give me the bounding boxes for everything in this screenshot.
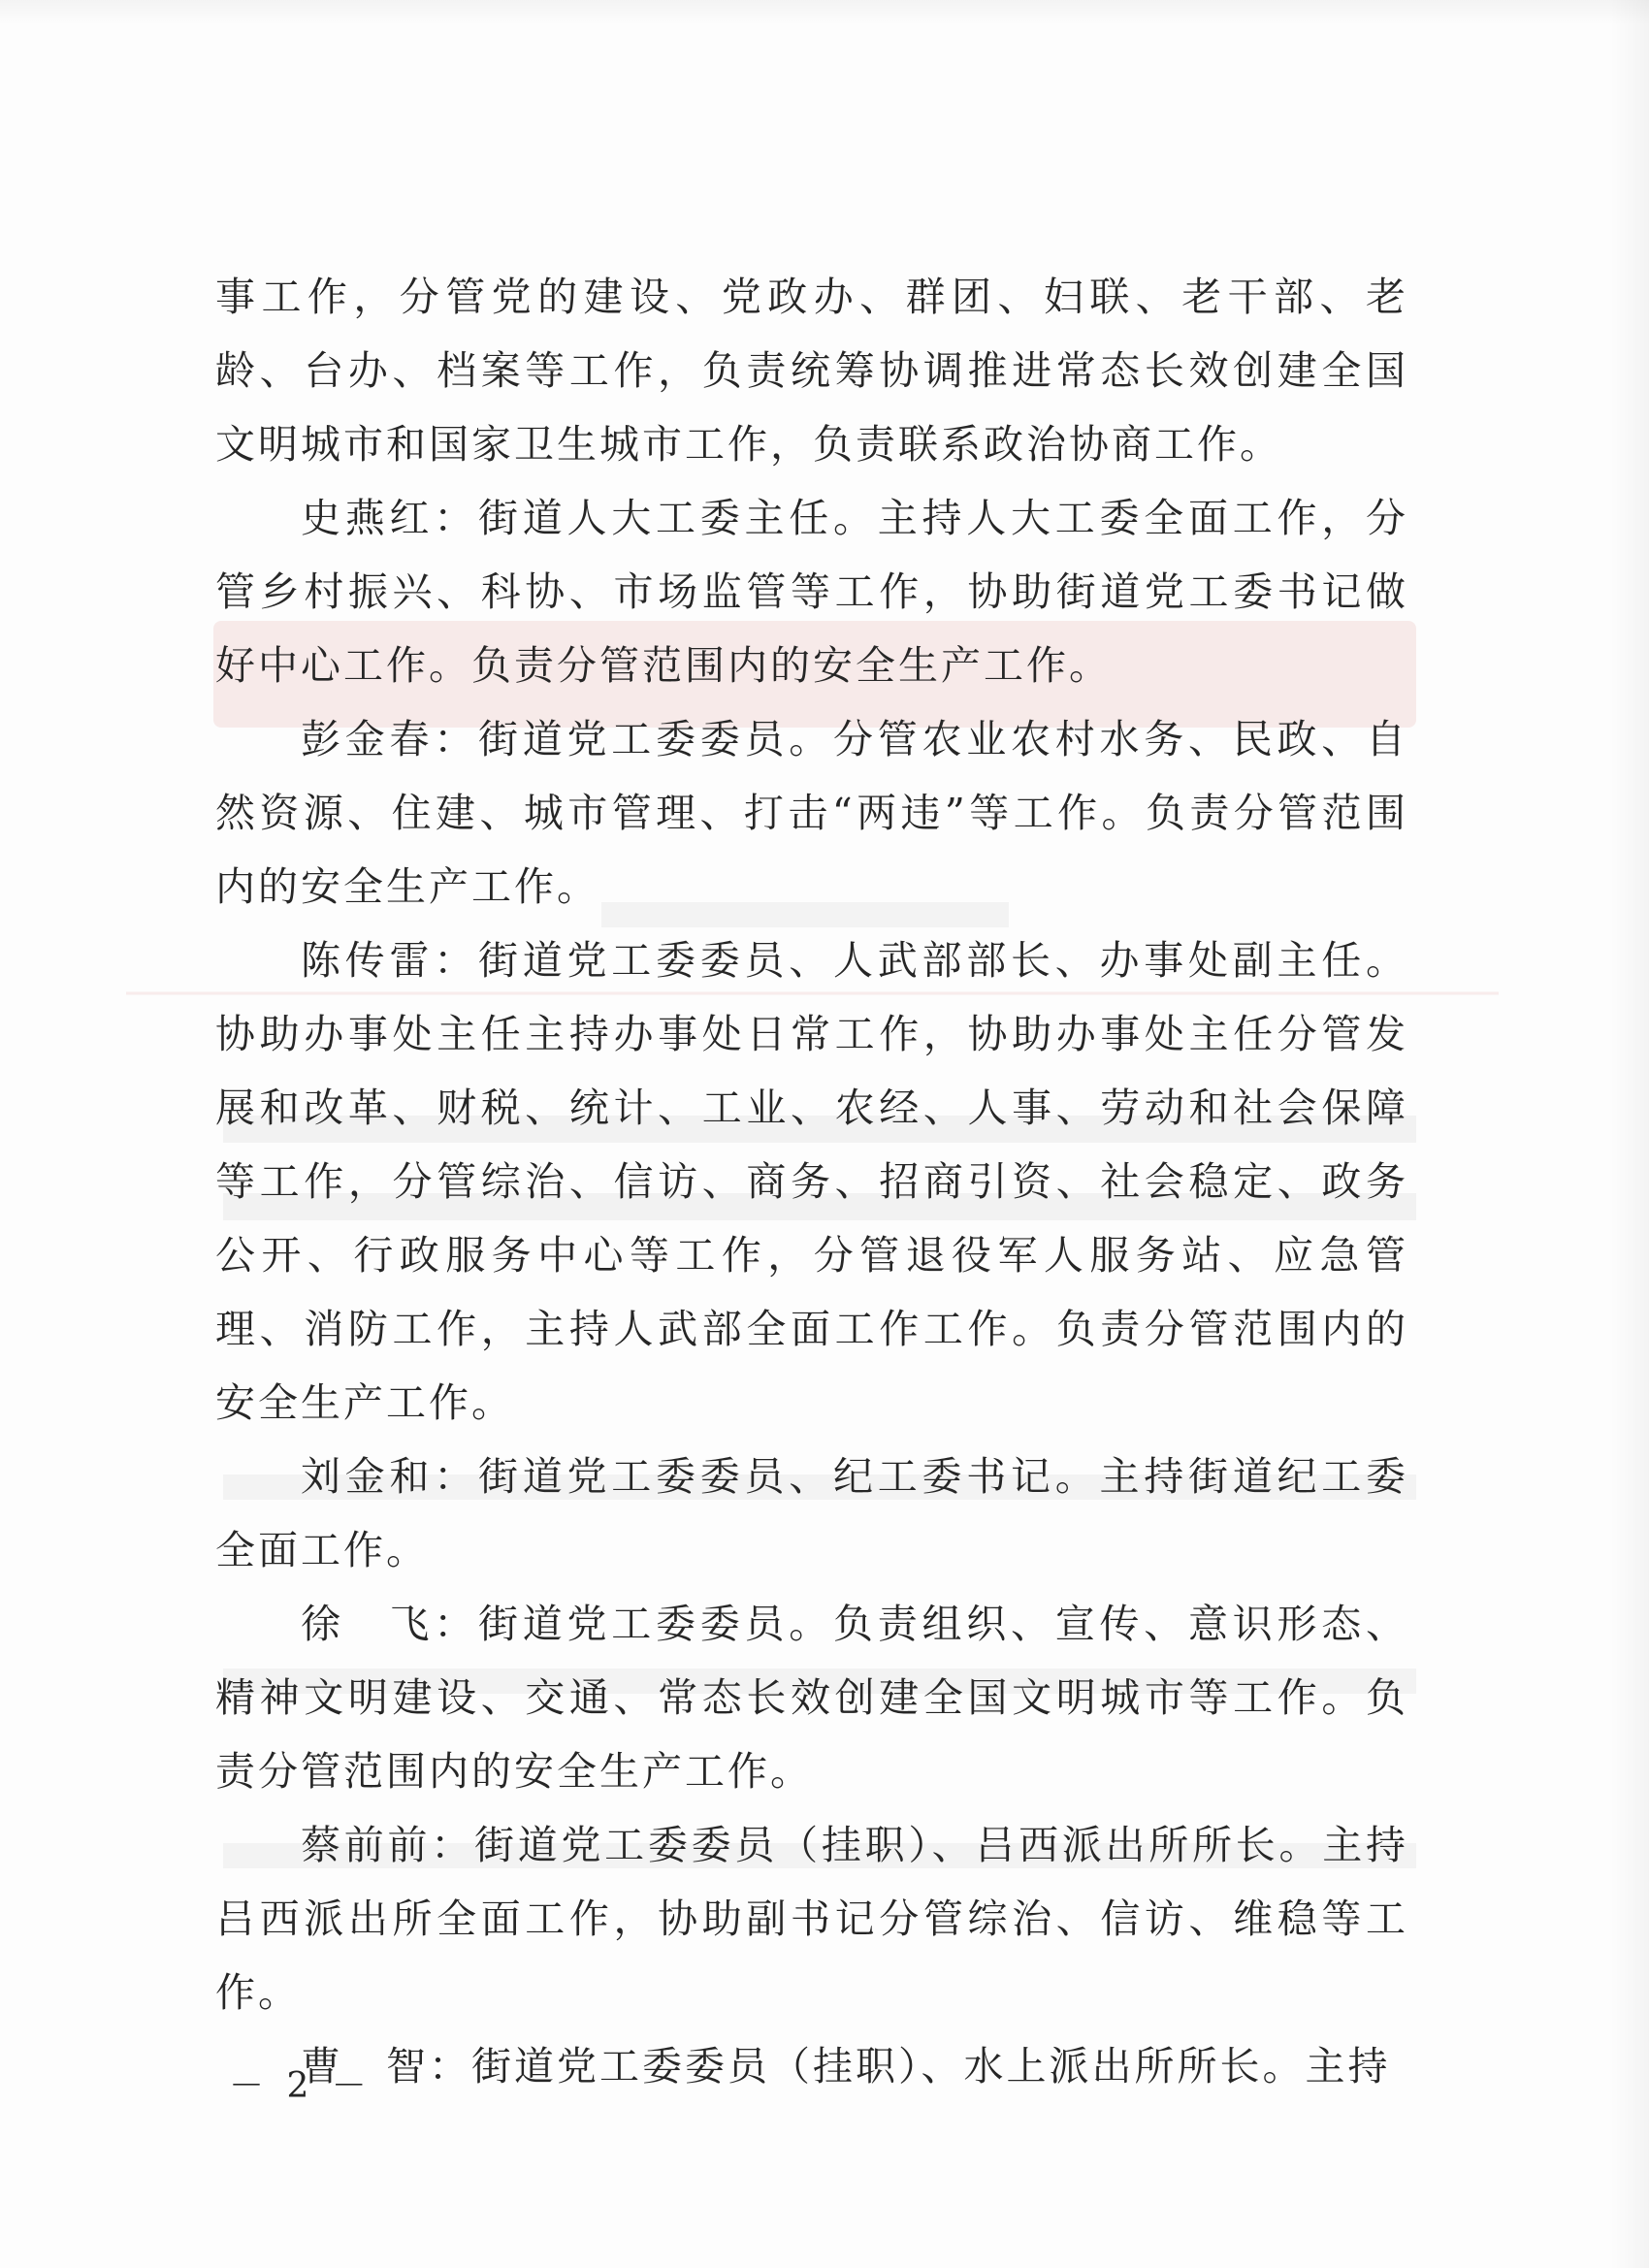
paragraph-liu-jinhe: 刘金和：街道党工委委员、纪工委书记。主持街道纪工委全面工作。 bbox=[215, 1453, 1408, 1573]
paragraph-peng-jinchun: 彭金春：街道党工委委员。分管农业农村水务、民政、自然资源、住建、城市管理、打击“两违”等工作。负责分管范围内的安全生产工作。 bbox=[215, 716, 1408, 910]
paragraph-shi-yanhong: 史燕红：街道人大工委主任。主持人大工委全面工作，分管乡村振兴、科协、市场监管等工作，协助街道党工委书记做好中心工作。负责分管范围内的安全生产工作。 bbox=[215, 495, 1408, 689]
scan-edge-top bbox=[0, 0, 1649, 25]
paragraph-cao-zhi: 曹 智：街道党工委委员（挂职）、水上派出所所长。主持 bbox=[301, 2043, 1391, 2090]
body-text bbox=[215, 260, 1408, 2103]
paragraph-continuation: 事工作，分管党的建设、党政办、群团、妇联、老干部、老龄、台办、档案等工作，负责统筹协调推进常态长效创建全国文明城市和国家卫生城市工作，负责联系政治协商工作。 bbox=[215, 274, 1408, 468]
page-number: － 2 － bbox=[229, 2066, 372, 2106]
scan-edge-right bbox=[1610, 0, 1649, 2268]
paragraph-cai-qianqian: 蔡前前：街道党工委委员（挂职）、吕西派出所所长。主持吕西派出所全面工作，协助副书记分管综治、信访、维稳等工作。 bbox=[215, 1822, 1408, 2016]
paragraph-chen-chuanlei: 陈传雷：街道党工委委员、人武部部长、办事处副主任。协助办事处主任主持办事处日常工作，协助办事处主任分管发展和改革、财税、统计、工业、农经、人事、劳动和社会保障等工作，分管综治、信访、商务、招商引资、社会稳定、政务公开、行政服务中心等工作，分管退役军人服务站、应急管理、消防工作，主持人武部全面工作工作。负责分管范围内的安全生产工作。 bbox=[215, 937, 1408, 1426]
paragraph-xu-fei: 徐 飞：街道党工委委员。负责组织、宣传、意识形态、精神文明建设、交通、常态长效创建全国文明城市等工作。负责分管范围内的安全生产工作。 bbox=[215, 1601, 1408, 1795]
